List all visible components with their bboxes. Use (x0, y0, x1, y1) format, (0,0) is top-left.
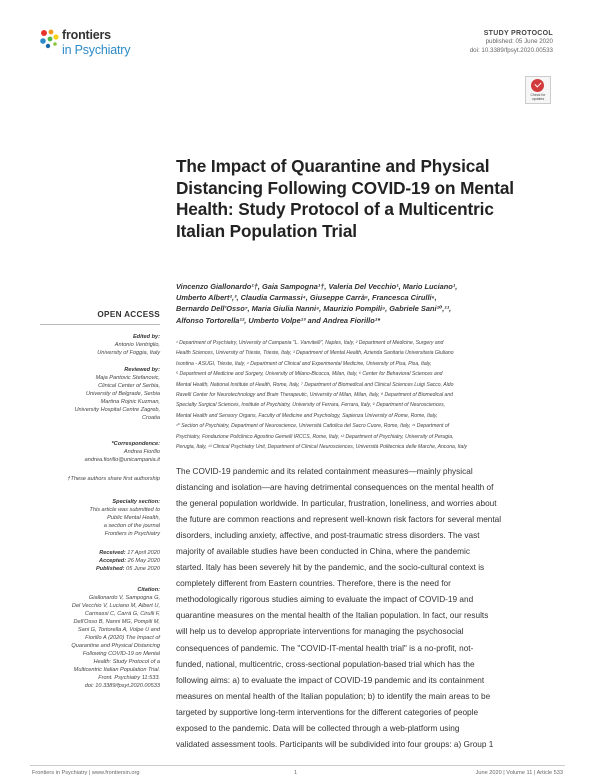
article-type: STUDY PROTOCOL (483, 30, 553, 37)
author-list (176, 281, 548, 326)
citation-line: Multicentric Italian Population Trial. (73, 667, 160, 673)
specialty-section-label: Specialty section: (112, 499, 160, 505)
correspondence-email[interactable]: andrea.fiorillo@unicampania.it (84, 457, 160, 463)
abstract-line: exposed to the pandemic. Data will be collected through a web-platform using (176, 723, 460, 733)
affiliation-line: Isontina - ASUGI, Trieste, Italy, ⁴ Department of Clinical and Experimental Medicine, University of Pisa, Pisa, Italy, (176, 360, 432, 367)
accepted-date: 26 May 2020 (127, 558, 160, 564)
specialty-line: Frontiers in Psychiatry (104, 531, 160, 537)
abstract-line: started. Italy has been severely hit by the pandemic, and the socio-cultural context is (176, 563, 485, 573)
specialty-line: This article was submitted to (89, 507, 160, 513)
citation-line: Giallonardo V, Sampogna G, (88, 595, 160, 601)
abstract-line: disorders, including anxiety, affective, and post-traumatic stress disorders. The vast (176, 531, 480, 541)
correspondence-label: *Correspondence: (111, 441, 160, 447)
article-meta-header (470, 30, 553, 55)
citation-line: Quarantine and Physical Distancing (71, 643, 160, 649)
citation-line: Health: Study Protocol of a (93, 659, 160, 665)
equal-contribution-text: †These authors share first authorship (67, 476, 160, 482)
author-line[interactable]: Vincenzo Giallonardo¹†, Gaia Sampogna¹†, Valeria Del Vecchio¹, Mario Luciano¹, (176, 282, 458, 291)
abstract-line: methodologically rigorous studies aiming to evaluate the impact of COVID-19 and (176, 595, 474, 605)
check-for-updates-text: Check for updates (530, 93, 546, 101)
abstract-line: The COVID-19 pandemic and its related containment measures—mainly physical (176, 467, 473, 476)
abstract-text (176, 464, 550, 753)
citation-label: Citation: (137, 587, 160, 593)
reviewer-line: Martina Rojnic Kuzman, (100, 399, 160, 405)
author-line[interactable]: Bernardo Dell'Osso⁷, Maria Giulia Nanni⁸, Maurizio Pompili⁹, Gabriele Sani¹⁰,¹¹, (176, 304, 452, 314)
frontiers-logo-icon (38, 28, 60, 50)
abstract-line: targeted by supportive long-term interventions for the different categories of people (176, 707, 479, 717)
published-date: published: 05 June 2020 (485, 38, 553, 45)
equal-contribution-note (30, 475, 160, 483)
article-doi[interactable]: doi: 10.3389/fpsyt.2020.00533 (469, 47, 553, 54)
editor-name: Antonio Ventriglio, (114, 342, 160, 348)
article-title: The Impact of Quarantine and Physical Distancing Following COVID-19 on Mental Health: Study Protocol of a Multicentric Italian Population Trial (176, 156, 514, 241)
logo-publisher-name: frontiers (62, 28, 111, 42)
abstract-line: distancing and isolation—are having detrimental consequences on the mental health of (176, 483, 494, 493)
author-line[interactable]: Umberto Albert²,³, Claudia Carmassi⁴, Giuseppe Carrà⁵, Francesca Cirulli⁶, (176, 293, 437, 303)
edited-by-block (30, 333, 160, 357)
specialty-line: Public Mental Health, (107, 515, 160, 521)
published-date-sidebar: 05 June 2020 (126, 566, 160, 572)
sidebar-divider (40, 324, 160, 325)
logo-journal-name: in Psychiatry (62, 43, 131, 57)
abstract-line: validated assessment tools. Participants will be subdivided into four groups: a) Group 1 (176, 739, 494, 749)
reviewer-line: University Hospital Centre Zagreb, (74, 407, 160, 413)
correspondence-block (30, 440, 160, 464)
affiliation-line: Specialty Surgical Sciences, Institute of Psychiatry, University of Ferrara, Ferrara, Italy, ⁹ Department of Neurosciences, (176, 402, 446, 409)
footer-journal-link[interactable]: Frontiers in Psychiatry | www.frontiersin.org (32, 770, 140, 776)
citation-line: Dell'Osso B, Nanni MG, Pompili M, (73, 619, 160, 625)
dates-block (30, 549, 160, 573)
specialty-line: a section of the journal (103, 523, 160, 529)
affiliation-line: Health Sciences, University of Trieste, Trieste, Italy, ³ Department of Mental Health, Azienda Sanitaria Universitaria Giuliano (176, 350, 454, 357)
citation-line: Following COVID-19 on Mental (82, 651, 160, 657)
published-label: Published: (95, 566, 125, 572)
reviewer-line: University of Belgrade, Serbia (86, 391, 160, 397)
citation-line: Fiorillo A (2020) The Impact of (85, 635, 160, 641)
affiliation-line: ¹ Department of Psychiatry, University of Campania "L. Vanvitelli", Naples, Italy, ² Department of Medicine, Surgery and (176, 340, 444, 346)
specialty-section-block (30, 498, 160, 538)
affiliation-line: Mental Health and Sensory Organs, Faculty of Medicine and Psychology, Sapienza University of Rome, Rome, Italy, (176, 412, 438, 419)
published-row (30, 565, 160, 573)
citation-line: Front. Psychiatry 11:533. (98, 675, 160, 681)
check-for-updates-badge[interactable] (525, 76, 551, 104)
abstract-line: majority of available studies have been conducted in China, where the pandemic (176, 547, 470, 557)
abstract-line: consequences of pandemic. The "COVID-IT-mental health trial" is a no-profit, not- (176, 643, 474, 653)
received-date: 17 April 2020 (127, 550, 160, 556)
affiliation-line: Mental Health, National Institute of Health, Rome, Italy, ⁷ Department of Biomedical and Clinical Sciences Luigi Sacco, Aldo (176, 381, 454, 388)
affiliation-line: Perugia, Italy, ¹³ Clinical Psychiatry Unit, Department of Clinical Neurosciences, Università Politecnica delle Marche, Ancona, Italy (176, 444, 468, 451)
citation-doi[interactable]: doi: 10.3389/fpsyt.2020.00533 (84, 683, 160, 689)
abstract-line: following aims: a) to evaluate the impact of COVID-19 pandemic and its containment (176, 675, 485, 685)
journal-logo (38, 26, 178, 66)
edited-by-label: Edited by: (132, 334, 160, 340)
abstract-line: will help us to develop appropriate interventions for managing the psychosocial (176, 627, 464, 637)
check-icon (531, 79, 544, 92)
affiliation-line: Psychiatry, Fondazione Policlinico Agostino Gemelli IRCCS, Rome, Italy, ¹² Department of Psychiatry, University of Perugia, (176, 433, 454, 440)
accepted-row (30, 557, 160, 565)
editor-affiliation: University of Foggia, Italy (97, 350, 160, 356)
citation-line: Carmassi C, Carrà G, Cirulli F, (84, 611, 160, 617)
reviewer-line: Clinical Center of Serbia, (98, 383, 160, 389)
reviewer-line: Croatia (141, 415, 160, 421)
footer-issue-info: June 2020 | Volume 11 | Article 533 (475, 770, 563, 776)
footer-divider (30, 765, 565, 766)
footer-page-number: 1 (294, 770, 298, 776)
reviewed-by-label: Reviewed by: (124, 367, 160, 373)
citation-block (30, 586, 160, 690)
abstract-line: quarantine measures on the mental health of the Italian population. In fact, our results (176, 611, 489, 621)
citation-line: Del Vecchio V, Luciano M, Albert U, (71, 603, 160, 609)
reviewer-line: Maja Pantovic Stefanovic, (95, 375, 160, 381)
abstract-line: funded, national, multicentric, cross-sectional population-based trial which has the (176, 659, 475, 669)
author-line[interactable]: Alfonso Tortorella¹², Umberto Volpe¹³ and Andrea Fiorillo¹* (176, 315, 381, 325)
abstract-line: completely different from Eastern countries. Therefore, there is the need for (176, 579, 451, 589)
abstract-line: the future are common reactions and represent well-known risk factors for several mental (176, 515, 502, 525)
reviewed-by-block (30, 366, 160, 422)
affiliation-line: Ravelli Center for Neurotechnology and Brain Therapeutic, University of Milan, Milan, Italy, ⁸ Department of Biomedical and (176, 392, 454, 399)
abstract-line: the general population worldwide. In particular, frustration, loneliness, and worries about (176, 499, 497, 509)
abstract-line: measures on mental health of the Italian population; b) to identify the main areas to be (176, 691, 491, 701)
open-access-label: OPEN ACCESS (97, 310, 160, 319)
received-label: Received: (99, 550, 126, 556)
affiliation-line: ¹⁰ Section of Psychiatry, Department of Neuroscience, Università Cattolica del Sacro Cuore, Rome, Italy, ¹¹ Department of (176, 423, 450, 430)
correspondence-name: Andrea Fiorillo (123, 449, 160, 455)
affiliation-line: ⁵ Department of Medicine and Surgery, University of Milano-Bicocca, Milan, Italy, ⁶ Center for Behavioral Sciences and (176, 371, 443, 378)
received-row (30, 549, 160, 557)
affiliation-list (176, 338, 548, 452)
accepted-label: Accepted: (99, 558, 127, 564)
citation-line: Sani G, Tortorella A, Volpe U and (77, 627, 160, 633)
